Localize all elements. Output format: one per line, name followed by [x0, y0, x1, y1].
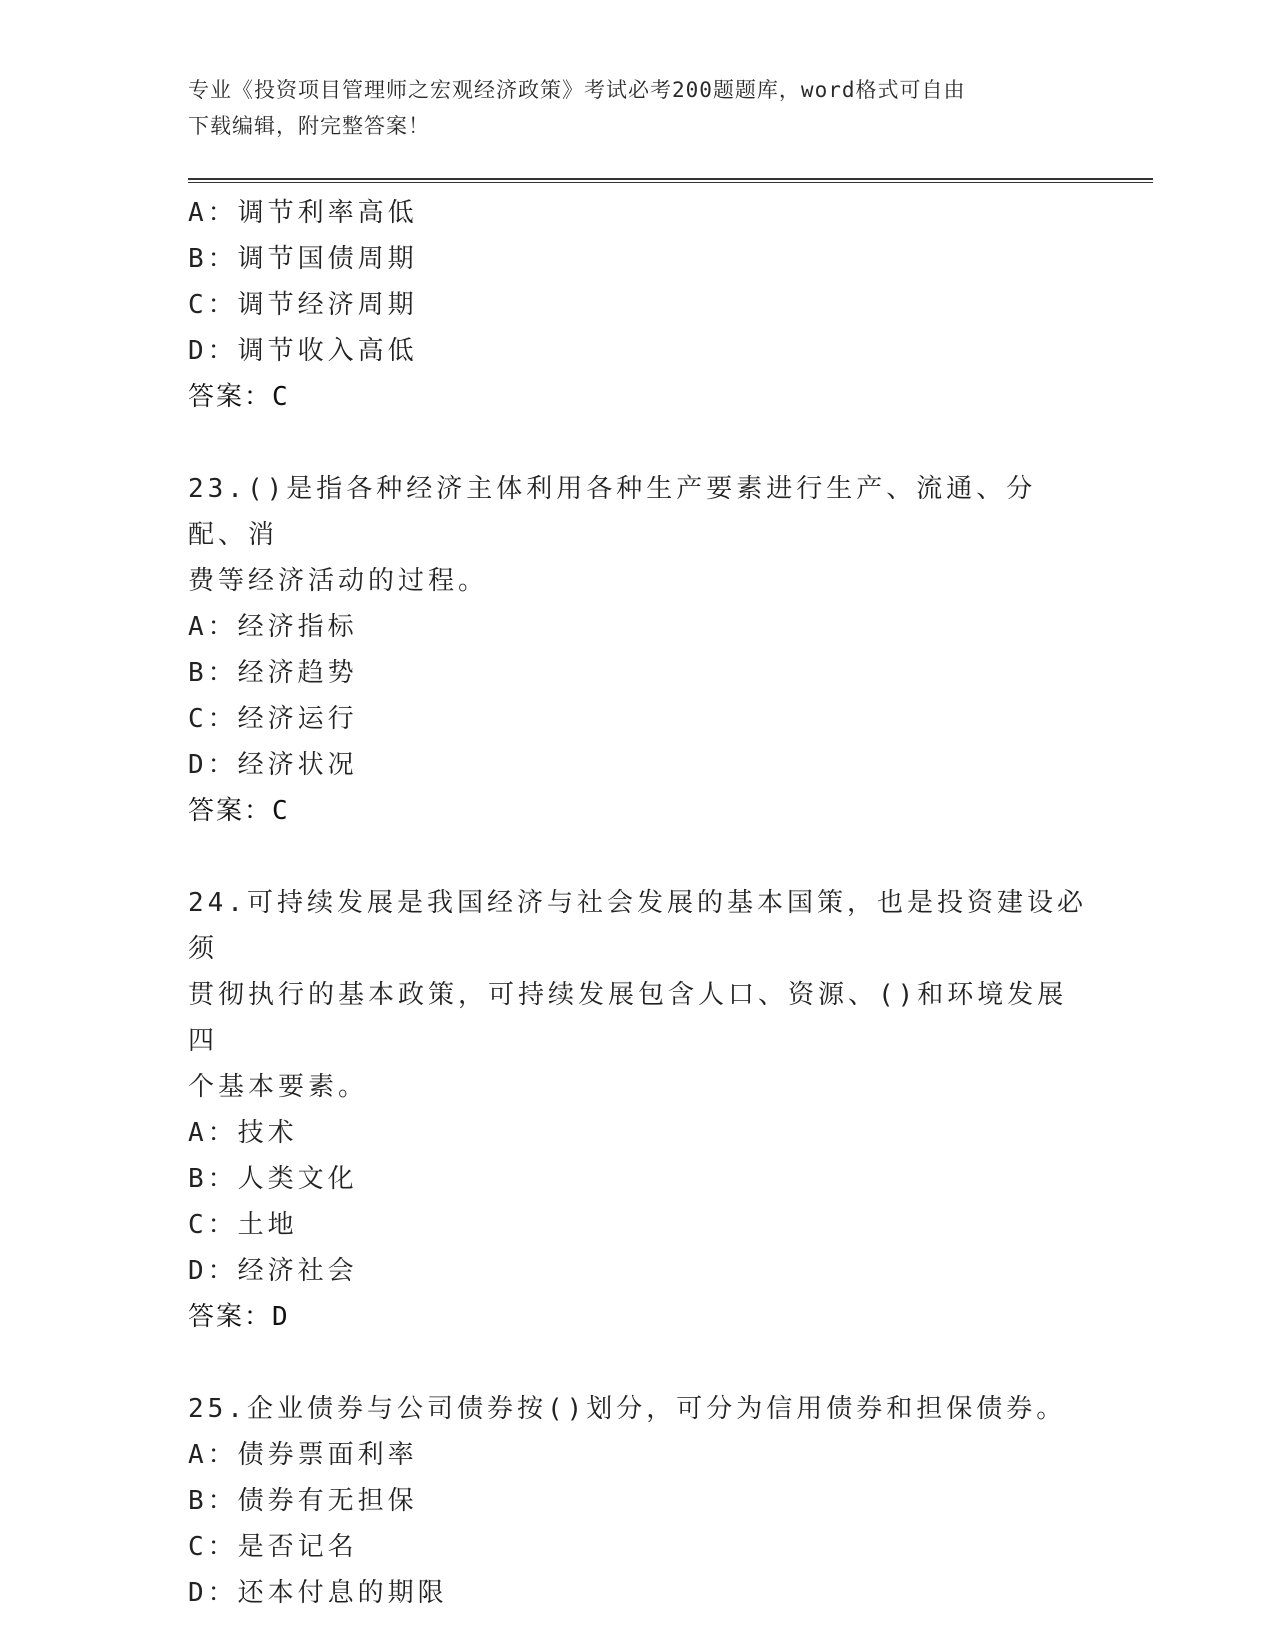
option-a: A：债券票面利率: [188, 1440, 418, 1470]
option-c: C：土地: [188, 1210, 298, 1240]
header-line-2: 下载编辑，附完整答案！: [188, 114, 430, 138]
option-d: D：调节收入高低: [188, 336, 418, 366]
header-line-1: 专业《投资项目管理师之宏观经济政策》考试必考200题题库，word格式可自由: [188, 78, 966, 102]
header-divider-thick: [188, 178, 1153, 180]
question-stem-line: 个基本要素。: [188, 1072, 369, 1102]
question-stem-line: 24.可持续发展是我国经济与社会发展的基本国策，也是投资建设必须: [188, 888, 1087, 964]
question-list: [188, 190, 1088, 1616]
spacer: [188, 834, 1088, 880]
option-d: D：经济状况: [188, 750, 358, 780]
option-b: B：债券有无担保: [188, 1486, 418, 1516]
option-d: D：经济社会: [188, 1256, 358, 1286]
option-b: B：人类文化: [188, 1164, 358, 1194]
question-stem-line: 23.()是指各种经济主体利用各种生产要素进行生产、流通、分配、消: [188, 474, 1037, 550]
option-c: C：是否记名: [188, 1532, 358, 1562]
spacer: [188, 420, 1088, 466]
option-a: A：调节利率高低: [188, 198, 418, 228]
option-a: A：经济指标: [188, 612, 358, 642]
question-25: [188, 1386, 1088, 1616]
option-c: C：调节经济周期: [188, 290, 418, 320]
answer-key: 答案：C: [188, 382, 290, 412]
option-a: A：技术: [188, 1118, 298, 1148]
question-stem-line: 费等经济活动的过程。: [188, 566, 489, 596]
question-22: [188, 190, 1088, 420]
spacer: [188, 1340, 1088, 1386]
question-23: [188, 466, 1088, 834]
question-stem-line: 25.企业债券与公司债券按()划分，可分为信用债券和担保债券。: [188, 1394, 1067, 1424]
header-divider-thin: [188, 182, 1153, 183]
option-b: B：调节国债周期: [188, 244, 418, 274]
question-stem-line: 贯彻执行的基本政策，可持续发展包含人口、资源、()和环境发展四: [188, 980, 1068, 1056]
option-d: D：还本付息的期限: [188, 1578, 448, 1608]
answer-key: 答案：D: [188, 1302, 290, 1332]
document-header: [188, 72, 1068, 144]
answer-key: 答案：C: [188, 796, 290, 826]
option-c: C：经济运行: [188, 704, 358, 734]
option-b: B：经济趋势: [188, 658, 358, 688]
question-24: [188, 880, 1088, 1340]
